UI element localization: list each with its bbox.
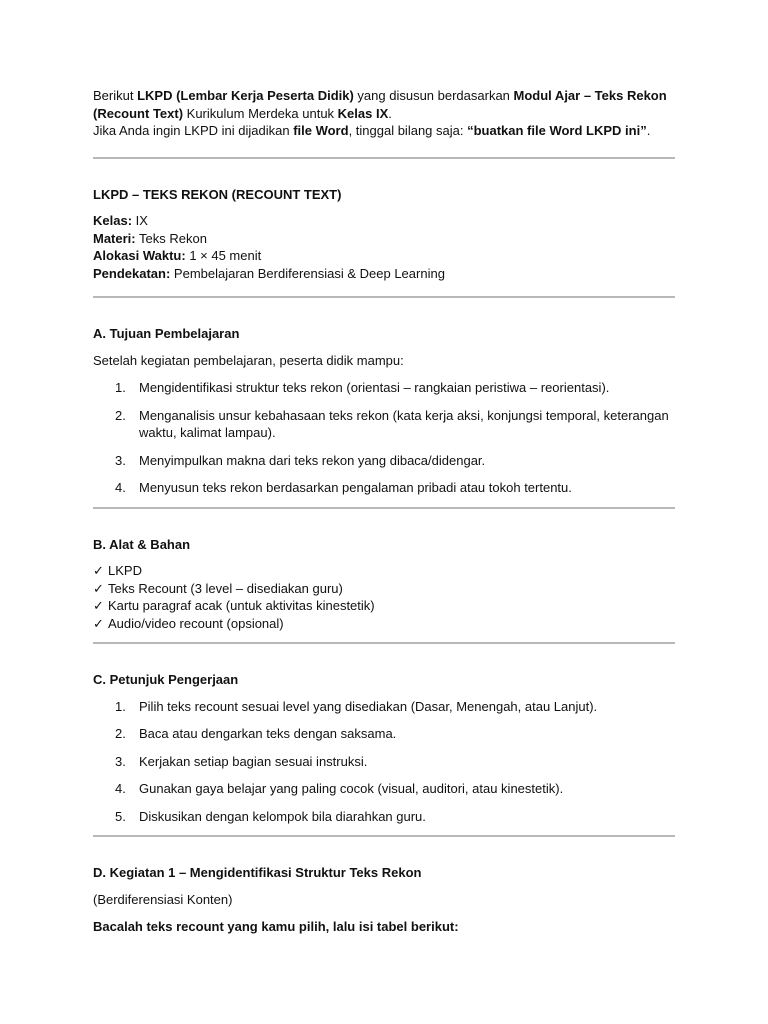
list-text: Gunakan gaya belajar yang paling cocok (visual, auditori, atau kinestetik). xyxy=(139,781,564,796)
divider xyxy=(93,296,675,298)
list-item xyxy=(93,452,675,470)
lkpd-title: LKPD – TEKS REKON (RECOUNT TEXT) xyxy=(93,186,342,202)
list-number: 3. xyxy=(115,452,126,468)
check-icon: ✓ xyxy=(93,580,104,596)
intro-text: Berikut xyxy=(93,88,138,103)
list-item xyxy=(93,615,675,633)
section-d-subtitle: (Berdiferensiasi Konten) xyxy=(93,891,233,907)
intro-bold-kelas: Kelas IX xyxy=(337,105,389,121)
list-number: 1. xyxy=(115,698,126,714)
meta-value: Teks Rekon xyxy=(135,230,207,246)
section-b-list xyxy=(93,562,675,632)
list-number: 5. xyxy=(115,808,126,824)
intro-paragraph xyxy=(93,87,675,140)
list-text: Kerjakan setiap bagian sesuai instruksi. xyxy=(139,753,368,769)
list-number: 4. xyxy=(115,480,126,495)
intro-text: Kurikulum Merdeka untuk xyxy=(183,105,338,121)
meta-value: 1 × 45 menit xyxy=(185,248,262,263)
meta-value: IX xyxy=(132,213,148,228)
list-item xyxy=(93,698,675,716)
list-item xyxy=(93,562,675,580)
list-text: Diskusikan dengan kelompok bila diarahkan guru. xyxy=(139,808,426,824)
section-d-title: D. Kegiatan 1 – Mengidentifikasi Struktur Teks Rekon xyxy=(93,865,422,880)
list-item xyxy=(93,753,675,771)
list-number: 4. xyxy=(115,781,126,796)
section-a-title: A. Tujuan Pembelajaran xyxy=(93,326,240,341)
section-a-list xyxy=(93,379,675,497)
meta-pendekatan xyxy=(93,265,675,283)
document-content xyxy=(93,87,675,946)
divider xyxy=(93,835,675,837)
section-a-intro: Setelah kegiatan pembelajaran, peserta didik mampu: xyxy=(93,352,404,368)
list-item xyxy=(93,479,675,497)
list-text: Teks Recount (3 level – disediakan guru) xyxy=(108,580,343,596)
check-icon: ✓ xyxy=(93,563,104,578)
meta-kelas xyxy=(93,212,675,230)
list-item xyxy=(93,597,675,615)
list-item xyxy=(93,808,675,826)
intro-text: yang disusun berdasarkan xyxy=(353,88,514,103)
list-number: 3. xyxy=(115,753,126,769)
intro-text: . xyxy=(388,105,392,121)
intro-text: , tinggal bilang saja: xyxy=(348,123,468,138)
list-text: Kartu paragraf acak (untuk aktivitas kinestetik) xyxy=(108,598,375,613)
intro-bold-lkpd: LKPD (Lembar Kerja Peserta Didik) xyxy=(137,88,354,103)
divider xyxy=(93,642,675,644)
list-text: LKPD xyxy=(108,563,142,578)
list-number: 2. xyxy=(115,407,126,423)
intro-bold-file-word: file Word xyxy=(293,123,349,138)
divider xyxy=(93,157,675,159)
section-c-title: C. Petunjuk Pengerjaan xyxy=(93,672,239,687)
instruction-text: Bacalah teks recount yang kamu pilih, lalu isi tabel berikut: xyxy=(93,919,459,934)
meta-label: Pendekatan: xyxy=(93,265,171,281)
list-text: Menganalisis unsur kebahasaan teks rekon (kata kerja aksi, konjungsi temporal, keterangan waktu, kalimat lampau). xyxy=(139,407,669,440)
meta-label: Kelas: xyxy=(93,213,133,228)
meta-value: Pembelajaran Berdiferensiasi & Deep Learning xyxy=(170,265,445,281)
list-text: Menyimpulkan makna dari teks rekon yang dibaca/didengar. xyxy=(139,452,486,468)
list-item xyxy=(93,379,675,397)
list-item xyxy=(93,725,675,743)
list-item xyxy=(93,780,675,798)
intro-bold-modul: Modul Ajar – Teks Rekon (Recount Text) xyxy=(93,88,667,121)
check-icon: ✓ xyxy=(93,615,104,631)
list-text: Pilih teks recount sesuai level yang disediakan (Dasar, Menengah, atau Lanjut). xyxy=(139,698,598,714)
list-number: 1. xyxy=(115,380,126,395)
list-item xyxy=(93,407,675,442)
list-text: Mengidentifikasi struktur teks rekon (orientasi – rangkaian peristiwa – reorientasi). xyxy=(139,380,610,395)
list-item xyxy=(93,580,675,598)
list-number: 2. xyxy=(115,726,126,741)
divider xyxy=(93,507,675,509)
intro-text: . xyxy=(646,123,651,138)
check-icon: ✓ xyxy=(93,598,104,613)
list-text: Audio/video recount (opsional) xyxy=(108,615,284,631)
meta-label: Materi: xyxy=(93,230,136,246)
list-text: Baca atau dengarkan teks dengan saksama. xyxy=(139,726,397,741)
list-text: Menyusun teks rekon berdasarkan pengalaman pribadi atau tokoh tertentu. xyxy=(139,480,572,495)
intro-bold-quote: “buatkan file Word LKPD ini” xyxy=(467,123,647,138)
meta-label: Alokasi Waktu: xyxy=(93,248,186,263)
section-c-list xyxy=(93,698,675,826)
lkpd-meta xyxy=(93,212,675,282)
section-b-title: B. Alat & Bahan xyxy=(93,536,191,552)
intro-text: Jika Anda ingin LKPD ini dijadikan xyxy=(93,123,294,138)
section-d-instruction xyxy=(93,918,675,936)
meta-materi xyxy=(93,230,675,248)
meta-alokasi xyxy=(93,247,675,265)
